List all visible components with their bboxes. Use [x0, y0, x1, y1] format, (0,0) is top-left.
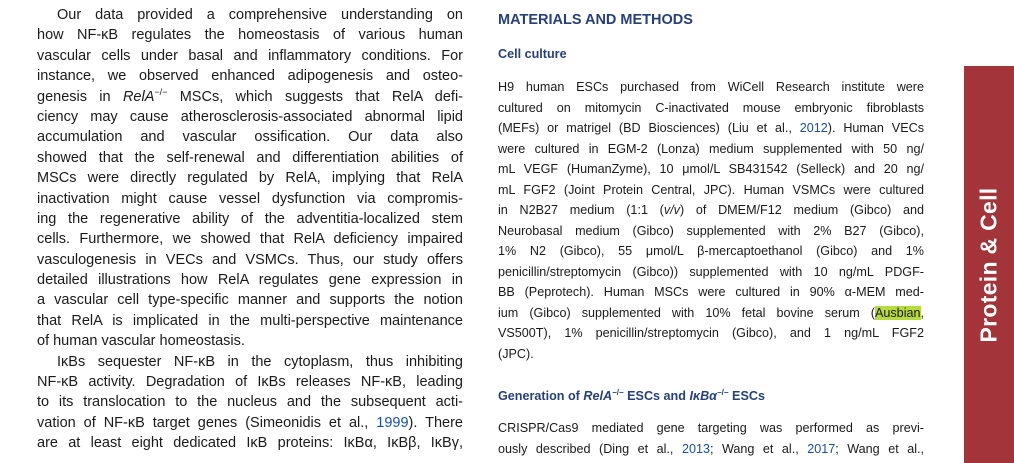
citation-link[interactable]: 2017 [807, 441, 836, 456]
text-line: MSCs were directly regulated by RelA, implying that RelA [37, 170, 463, 187]
highlighted-text: Ausbian [874, 305, 921, 320]
text-line: showed that the self-renewal and differentiation abilities of [37, 149, 463, 166]
text-line: vasculogenesis in VECs and VSMCs. Thus, our study offers [37, 251, 463, 268]
text-line: ously described (Ding et al., 2013; Wang et al., 2017; Wang et al., [498, 441, 924, 456]
citation-link[interactable]: 1999 [376, 414, 409, 431]
text-line: mL FGF2 (Joint Protein Central, JPC). Human VSMCs were cultured [498, 182, 924, 197]
subsection-title: Generation of RelA−/− ESCs and IκBα−/− ESCs [498, 387, 765, 403]
text-line: in N2B27 medium (1:1 (v/v) of DMEM/F12 medium (Gibco) and [498, 203, 924, 217]
text-line: 1% N2 (Gibco), 55 μmol/L β-mercaptoethanol (Gibco) and 1% [498, 244, 924, 258]
text-line: that RelA is implicated in the multi-perspective maintenance [37, 312, 463, 329]
right-column [498, 77, 924, 364]
text-line: (MEFs) or matrigel (BD Biosciences) (Liu et al., 2012). Human VECs [498, 121, 924, 135]
text-line: IκBs sequester NF-κB in the cytoplasm, thus inhibiting [57, 353, 463, 370]
text-line: BB (Peprotech). Human MSCs were cultured in 90% α-MEM med- [498, 285, 924, 299]
text-line: CRISPR/Cas9 mediated gene targeting was performed as previ- [498, 421, 924, 435]
text-line: vascular cells under basal and inflammatory conditions. For [37, 47, 463, 64]
citation-link[interactable]: 2012 [799, 121, 828, 135]
text-line: (JPC). [498, 346, 534, 361]
text-line: detailed illustrations how RelA regulates gene expression in [37, 272, 463, 289]
text-line: VS500T), 1% penicillin/streptomycin (Gibco), and 1 ng/mL FGF2 [498, 326, 924, 340]
text-line: inactivation might cause vessel dysfunction via compromis- [37, 190, 463, 207]
text-line: Our data provided a comprehensive understanding on [57, 7, 463, 23]
subsection-title: Cell culture [498, 47, 567, 61]
text-line: instance, we observed enhanced adipogenesis and osteo- [37, 68, 463, 85]
text-line: H9 human ESCs purchased from WiCell Research institute were [498, 80, 924, 94]
text-line: a vascular cell type-specific manner and supports the notion [37, 292, 463, 309]
text-line: mL VEGF (HumanZyme), 10 μmol/L SB431542 (Selleck) and 20 ng/ [498, 162, 924, 176]
text-line: how NF-κB regulates the homeostasis of various human [37, 27, 463, 44]
text-line: were cultured in EGM-2 (Lonza) medium supplemented with 50 ng/ [498, 141, 924, 156]
text-line: ciency may cause atherosclerosis-associated abnormal lipid [37, 108, 463, 125]
citation-link[interactable]: 2013 [681, 441, 710, 456]
text-line: penicillin/streptomycin (Gibco)) supplemented with 10 ng/mL PDGF- [498, 264, 924, 279]
left-column [37, 5, 463, 454]
text-line: to its translocation to the nucleus and the subsequent acti- [37, 394, 463, 411]
genotype-superscript: −/− [154, 86, 168, 97]
text-line: cells. Furthermore, we showed that RelA deficiency impaired [37, 231, 463, 248]
gene-name: RelA [122, 88, 155, 105]
text-line: cultured on mitomycin C-inactivated mouse embryonic fibroblasts [498, 100, 924, 115]
text-line: are at least eight dedicated IκB proteins: IκBα, IκBβ, IκBγ, [37, 435, 463, 452]
text-line: ing the regenerative ability of the adventitia-localized stem [37, 210, 463, 227]
section-title: MATERIALS AND METHODS [498, 12, 693, 28]
text-line: NF-κB activity. Degradation of IκBs releases NF-κB, leading [37, 374, 463, 391]
text-line: vation of NF-κB target genes (Simeonidis et al., 1999). There [37, 414, 463, 431]
text-line: of human vascular homeostasis. [37, 333, 245, 350]
text-line: ium (Gibco) supplemented with 10% fetal bovine serum (Ausbian, [498, 305, 924, 320]
text-line: genesis in RelA−/− MSCs, which suggests that RelA defi- [37, 86, 463, 105]
text-line: accumulation and vascular ossification. Our data also [37, 129, 463, 146]
journal-name: Protein & Cell [975, 186, 1002, 343]
text-line: Neurobasal medium (Gibco) supplemented with 2% B27 (Gibco), [498, 223, 924, 238]
journal-sidebar [964, 66, 1014, 463]
right-column-continued [498, 418, 924, 459]
